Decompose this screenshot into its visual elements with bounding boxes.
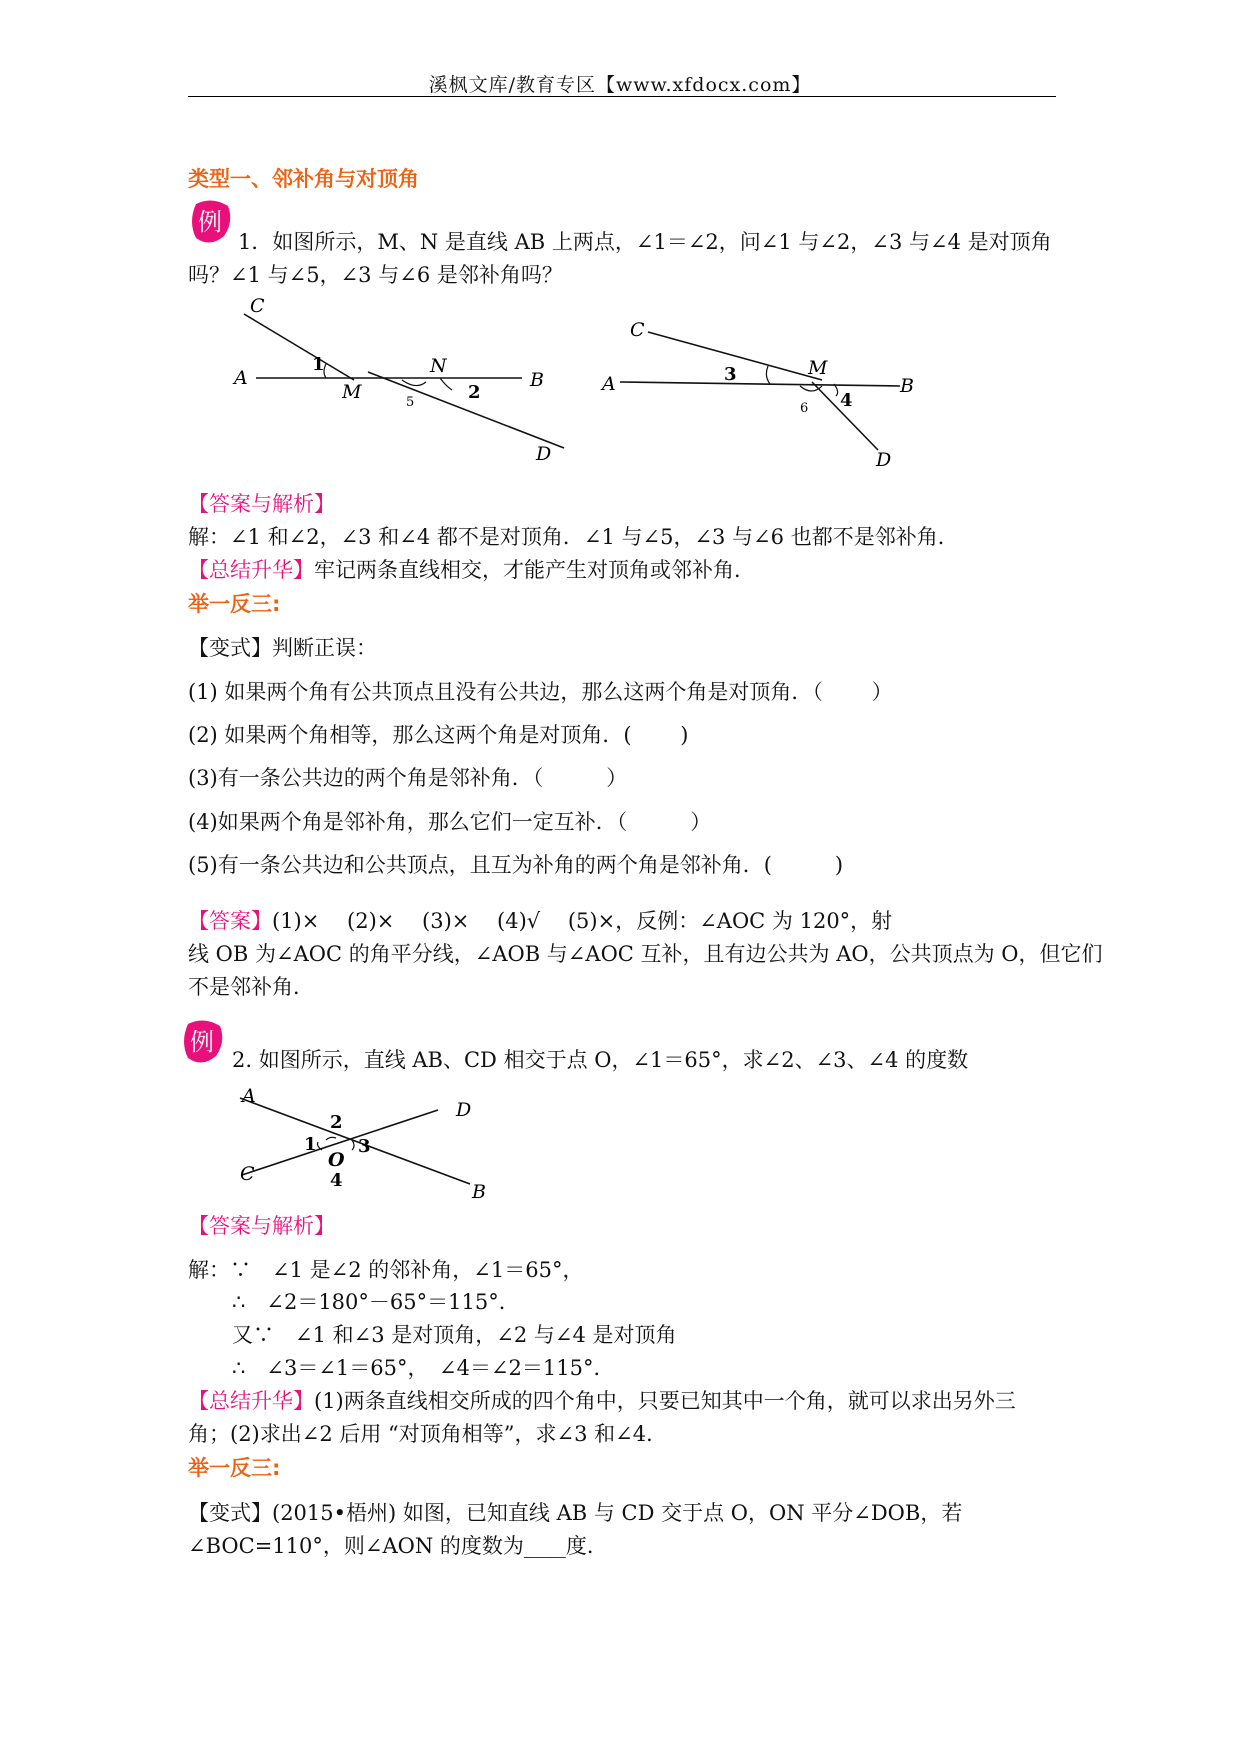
fig-a-label-n: N — [430, 355, 447, 377]
fig-a-label-c: C — [250, 295, 265, 317]
fig-a-label-a: A — [234, 367, 248, 389]
fig-b-label-c: C — [630, 319, 645, 341]
svg-text:例: 例 — [198, 208, 222, 236]
example1-figure-a — [230, 290, 570, 470]
fig-a-angle-2: 2 — [468, 382, 481, 403]
fig-a-label-m: M — [342, 381, 362, 403]
example1-question-line1: 1．如图所示，M、N 是直线 AB 上两点，∠1＝∠2，问∠1 与∠2，∠3 与∠4 是对顶角 — [238, 230, 1052, 254]
practice2-heading: 举一反三: — [188, 1456, 281, 1480]
example-badge-icon — [180, 1018, 226, 1066]
fig-b-label-b: B — [900, 375, 914, 397]
header-rule — [188, 96, 1056, 97]
example2-summary-line1: 【总结升华】(1)两条直线相交所成的四个角中，只要已知其中一个角，就可以求出另外三 — [188, 1389, 1016, 1413]
practice1-answer-line2: 线 OB 为∠AOC 的角平分线，∠AOB 与∠AOC 互补，且有边公共为 AO，公共顶点为 O，但它们 — [188, 942, 1103, 966]
example1-question-line2: 吗？∠1 与∠5，∠3 与∠6 是邻补角吗？ — [188, 263, 563, 287]
fig-b-angle-6: 6 — [800, 401, 809, 416]
svg-text:例: 例 — [190, 1028, 214, 1056]
example2-question: 2. 如图所示，直线 AB、CD 相交于点 O，∠1＝65°，求∠2、∠3、∠4 的度数 — [232, 1048, 969, 1072]
example2-solution-3: 又∵ ∠1 和∠3 是对顶角，∠2 与∠4 是对顶角 — [232, 1323, 677, 1347]
example1-summary-text: 牢记两条直线相交，才能产生对顶角或邻补角． — [314, 558, 755, 582]
fig2-label-d: D — [456, 1099, 472, 1121]
example1-answer-text: 解：∠1 和∠2，∠3 和∠4 都不是对顶角．∠1 与∠5，∠3 与∠6 也都不是邻补角． — [188, 525, 959, 549]
fig2-angle-1: 1 — [304, 1134, 317, 1155]
practice1-item-4: (4)如果两个角是邻补角，那么它们一定互补．（ ） — [188, 810, 712, 834]
fig-a-label-d: D — [536, 443, 552, 465]
practice1-answer-label: 【答案】 — [188, 909, 272, 933]
example2-answer-label: 【答案与解析】 — [188, 1214, 335, 1238]
fig-b-label-d: D — [876, 449, 892, 470]
example2-solution-1: 解：∵ ∠1 是∠2 的邻补角，∠1＝65°， — [188, 1258, 584, 1282]
practice1-heading: 举一反三: — [188, 592, 281, 616]
practice1-answer-line3: 不是邻补角． — [188, 975, 314, 999]
fig2-angle-4: 4 — [330, 1170, 343, 1191]
example2-solution-2: ∴ ∠2＝180°－65°＝115°． — [232, 1290, 520, 1314]
fig-b-label-a: A — [602, 373, 616, 395]
fig-b-angle-4: 4 — [840, 390, 853, 411]
practice2-variant-line2: ∠BOC=110°，则∠AON 的度数为____度． — [188, 1534, 608, 1558]
example2-solution-4: ∴ ∠3＝∠1＝65°， ∠4＝∠2＝115°． — [232, 1356, 615, 1380]
fig2-label-o: O — [328, 1149, 345, 1171]
example1-summary — [188, 554, 1058, 587]
practice1-item-3: (3)有一条公共边的两个角是邻补角．（ ） — [188, 766, 628, 790]
fig2-label-c: C — [240, 1163, 255, 1185]
page-header: 溪枫文库/教育专区【www.xfdocx.com】 — [428, 74, 812, 96]
practice1-variant: 【变式】判断正误： — [188, 636, 377, 660]
fig-b-label-m: M — [808, 357, 828, 379]
practice1-item-5: (5)有一条公共边和公共顶点，且互为补角的两个角是邻补角．( ) — [188, 853, 844, 877]
fig-a-label-b: B — [530, 369, 544, 391]
fig-a-angle-5: 5 — [406, 395, 415, 410]
example-badge-icon — [188, 198, 234, 246]
practice1-item-1: (1) 如果两个角有公共顶点且没有公共边，那么这两个角是对顶角．（ ） — [188, 680, 893, 704]
section-title: 类型一、邻补角与对顶角 — [188, 167, 419, 191]
example2-figure — [230, 1078, 500, 1208]
fig-a-angle-1: 1 — [312, 354, 325, 375]
fig2-angle-3: 3 — [358, 1136, 371, 1157]
fig2-angle-2: 2 — [330, 1112, 343, 1133]
example1-summary-label: 【总结升华】 — [188, 558, 314, 582]
example1-answer-label: 【答案与解析】 — [188, 492, 335, 516]
example2-summary-line2: 角；(2)求出∠2 后用 “对顶角相等”，求∠3 和∠4． — [188, 1422, 668, 1446]
example1-figure-b — [600, 300, 940, 470]
fig2-label-b: B — [472, 1181, 486, 1203]
practice1-answer-line1: 【答案】(1)× (2)× (3)× (4)√ (5)×，反例：∠AOC 为 120°，射 — [188, 909, 893, 933]
practice1-item-2: (2) 如果两个角相等，那么这两个角是对顶角．( ) — [188, 723, 689, 747]
practice2-variant-line1: 【变式】(2015•梧州) 如图，已知直线 AB 与 CD 交于点 O，ON 平分∠DOB，若 — [188, 1501, 963, 1525]
example2-summary-label: 【总结升华】 — [188, 1389, 314, 1413]
fig2-label-a: A — [242, 1085, 256, 1107]
fig-b-angle-3: 3 — [724, 364, 737, 385]
